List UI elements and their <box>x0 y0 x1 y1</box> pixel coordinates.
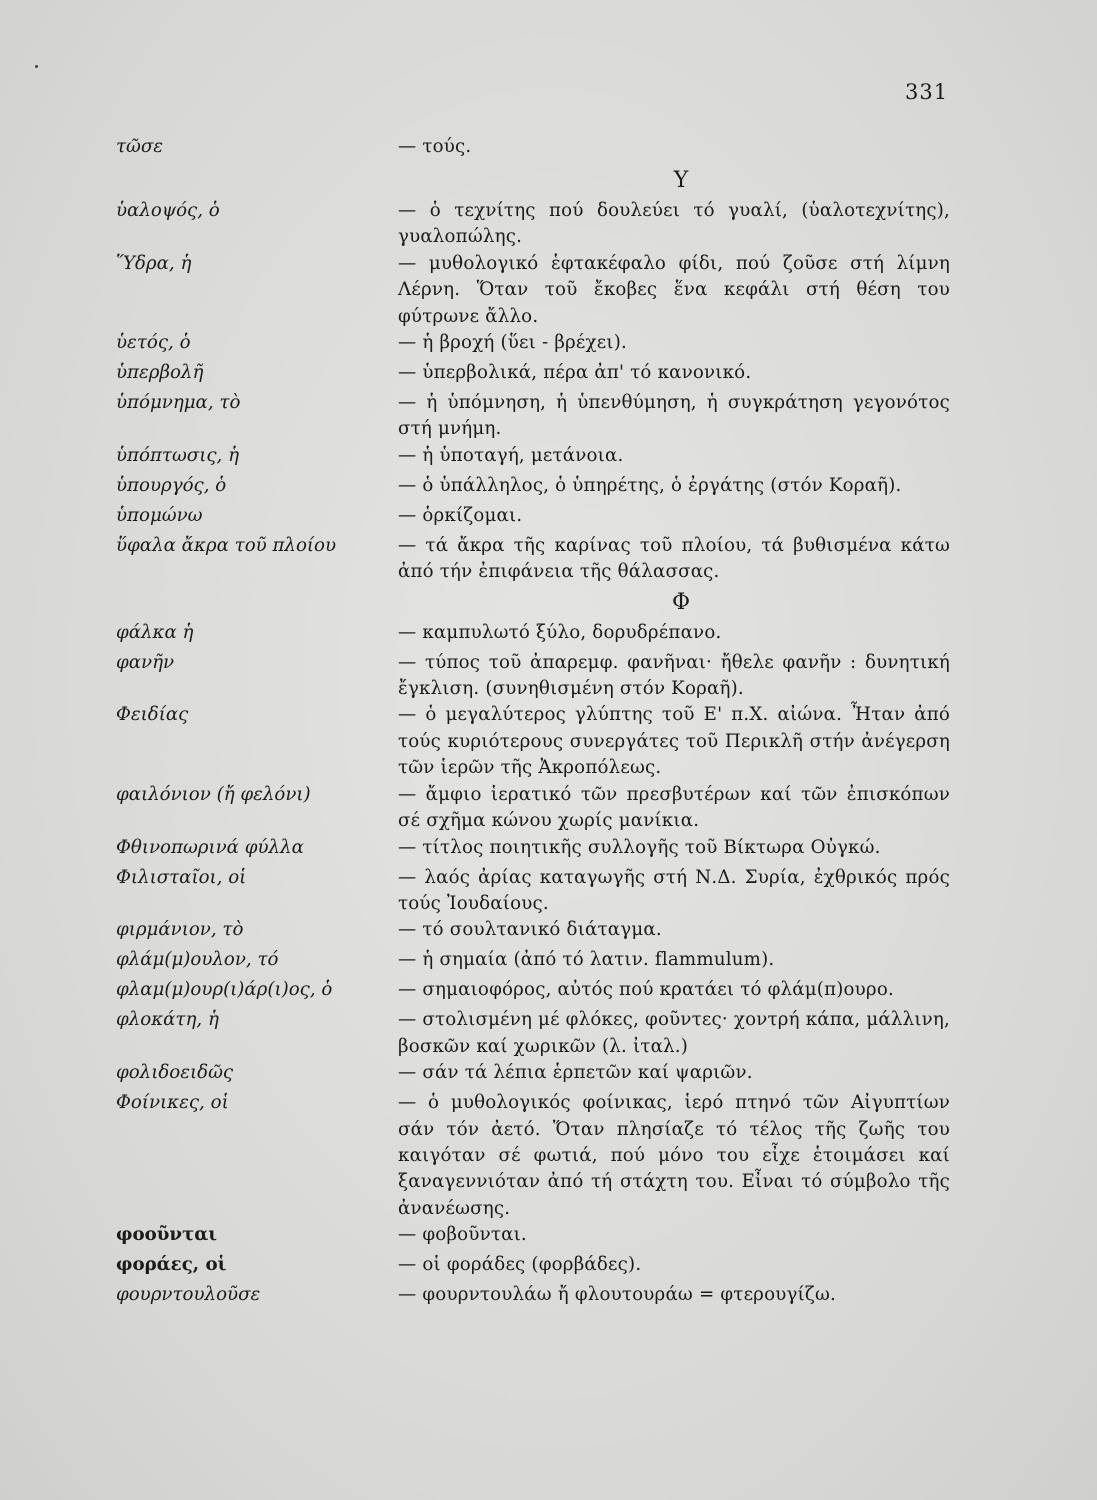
definition: — ὁ τεχνίτης πού δουλεύει τό γυαλί, (ὑαλοτεχνίτης), γυαλοπώλης. <box>398 200 950 248</box>
section-letter: Υ <box>673 168 689 193</box>
glossary-entry <box>116 865 956 918</box>
glossary-entry <box>116 917 956 947</box>
headword: φιρμάνιον, τὸ <box>116 919 244 941</box>
headword: φάλκα ἡ <box>116 621 194 643</box>
headword: φολιδοειδῶς <box>116 1062 234 1084</box>
headword: ὕφαλα ἄκρα τοῦ πλοίου <box>116 534 337 556</box>
glossary-entry <box>116 977 956 1007</box>
definition: — ὁρκίζομαι. <box>398 504 523 526</box>
glossary-entry <box>116 782 956 835</box>
glossary-entry <box>116 360 956 390</box>
glossary-entry <box>116 1222 956 1252</box>
glossary-entry <box>116 533 956 586</box>
headword: φουρντουλοῦσε <box>116 1284 261 1306</box>
definition: — σημαιοφόρος, αὐτός πού κρατάει τό φλάμ(π)ουρο. <box>398 979 894 1001</box>
glossary-entry <box>116 330 956 360</box>
glossary-entry <box>116 702 956 781</box>
headword: φοράες, οἱ <box>116 1254 227 1276</box>
headword: φαιλόνιον (ἤ φελόνι) <box>116 783 311 805</box>
glossary-entry <box>116 947 956 977</box>
headword: ὑπόπτωσις, ἡ <box>116 444 239 466</box>
glossary-entry <box>116 1090 956 1222</box>
definition: — ἡ ὑπόμνηση, ἡ ὑπενθύμηση, ἡ συγκράτηση γεγονότος στή μνήμη. <box>398 392 950 440</box>
definition: — τά ἄκρα τῆς καρίνας τοῦ πλοίου, τά βυθισμένα κάτω ἀπό τήν ἐπιφάνεια τῆς θάλασσας. <box>398 534 950 583</box>
glossary-entry <box>116 473 956 503</box>
glossary-entry <box>116 198 956 251</box>
headword: φλαμ(μ)ουρ(ι)άρ(ι)ος, ὁ <box>116 979 333 1001</box>
definition: — καμπυλωτό ξύλο, δορυδρέπανο. <box>398 621 722 643</box>
headword: Φιλισταῖοι, οἱ <box>116 866 247 888</box>
glossary-entry <box>116 390 956 443</box>
headword: ὑπερβολῆ <box>116 362 204 384</box>
headword: ὑετός, ὁ <box>116 332 191 354</box>
glossary-entry <box>116 503 956 533</box>
page-number: 331 <box>905 80 949 104</box>
glossary-entry <box>116 1282 956 1312</box>
headword: φοοῦνται <box>116 1224 217 1246</box>
headword: ὑπουργός, ὁ <box>116 474 227 496</box>
headword: φλοκάτη, ἡ <box>116 1009 219 1031</box>
definition: — τούς. <box>398 136 472 157</box>
headword: τῶσε <box>116 136 164 157</box>
section-letter: Φ <box>671 589 691 615</box>
headword: Φειδίας <box>116 704 189 726</box>
definition: — τύπος τοῦ ἀπαρεμφ. φανῆναι· ἤθελε φανῆν : δυνητική ἔγκλιση. (συνηθισμένη στόν Κοραῆ). <box>398 651 950 700</box>
glossary-entry <box>116 251 956 330</box>
definition: — ἡ βροχή (ὕει - βρέχει). <box>398 332 627 354</box>
headword: φανῆν <box>116 651 175 673</box>
definition: — μυθολογικό ἑφτακέφαλο φίδι, πού ζοῦσε στή λίμνη Λέρνη. Ὅταν τοῦ ἔκοβες ἕνα κεφάλι στή θέση του φύτρωνε ἄλλο. <box>398 252 950 327</box>
headword: ὑπόμνημα, τὸ <box>116 392 241 414</box>
glossary-entry <box>116 1252 956 1282</box>
glossary-entry <box>116 1007 956 1060</box>
definition: — ἄμφιο ἱερατικό τῶν πρεσβυτέρων καί τῶν ἐπισκόπων σέ σχῆμα κώνου χωρίς μανίκια. <box>398 783 950 832</box>
definition: — ὁ ὑπάλληλος, ὁ ὑπηρέτης, ὁ ἐργάτης (στόν Κοραῆ). <box>398 474 902 496</box>
speck <box>35 65 38 68</box>
glossary-entry <box>116 443 956 473</box>
definition: — ἡ σημαία (ἀπό τό λατιν. flammulum). <box>398 949 775 971</box>
headword: Φοίνικες, οἱ <box>116 1092 229 1114</box>
definition: — σάν τά λέπια ἑρπετῶν καί ψαριῶν. <box>398 1062 753 1084</box>
headword: ὑαλοψός, ὁ <box>116 200 220 221</box>
definition: — στολισμένη μέ φλόκες, φοῦντες· χοντρή κάπα, μάλλινη, βοσκῶν καί χωρικῶν (λ. ἰταλ.) <box>398 1009 950 1057</box>
definition: — ὑπερβολικά, πέρα ἀπ' τό κανονικό. <box>398 362 752 384</box>
glossary-entries <box>116 134 956 1312</box>
headword: ὑπομώνω <box>116 504 203 526</box>
glossary-entry <box>116 134 956 164</box>
glossary-entry <box>116 1060 956 1090</box>
definition: — ἡ ὑποταγή, μετάνοια. <box>398 444 624 466</box>
definition: — φοβοῦνται. <box>398 1224 527 1246</box>
glossary-entry <box>116 620 956 650</box>
definition: — τίτλος ποιητικῆς συλλογῆς τοῦ Βίκτωρα Οὐγκώ. <box>398 836 881 858</box>
glossary-entry <box>116 650 956 703</box>
headword: Ὕδρα, ἡ <box>116 252 192 274</box>
definition: — λαός ἀρίας καταγωγῆς στή Ν.Δ. Συρία, ἐχθρικός πρός τούς Ἰουδαίους. <box>398 866 950 914</box>
headword: Φθινοπωρινά φύλλα <box>116 836 304 858</box>
definition: — οἱ φοράδες (φορβάδες). <box>398 1254 642 1276</box>
definition: — ὁ μεγαλύτερος γλύπτης τοῦ Ε' π.Χ. αἰώνα. Ἦταν ἀπό τούς κυριότερους συνεργάτες τοῦ Περικλῆ στήν ἀνέγερση τῶν ἱερῶν τῆς Ἀκροπόλεως. <box>398 704 950 779</box>
definition: — ὁ μυθολογικός φοίνικας, ἱερό πτηνό τῶν Αἰγυπτίων σάν τόν ἀετό. Ὅταν πλησίαζε τό τέλος τῆς ζωῆς του καιγόταν σέ φωτιά, πού μόνο του εἶχε ἑτοιμάσει καί ξαναγεννιόταν ἀπό τή στάχτη του. Εἶναι τό σύμβολο τῆς ἀνανέωσης. <box>398 1092 950 1219</box>
glossary-entry <box>116 835 956 865</box>
definition: — τό σουλτανικό διάταγμα. <box>398 919 662 941</box>
definition: — φουρντουλάω ἤ φλουτουράω = φτερουγίζω. <box>398 1284 836 1306</box>
headword: φλάμ(μ)ουλον, τό <box>116 949 279 971</box>
